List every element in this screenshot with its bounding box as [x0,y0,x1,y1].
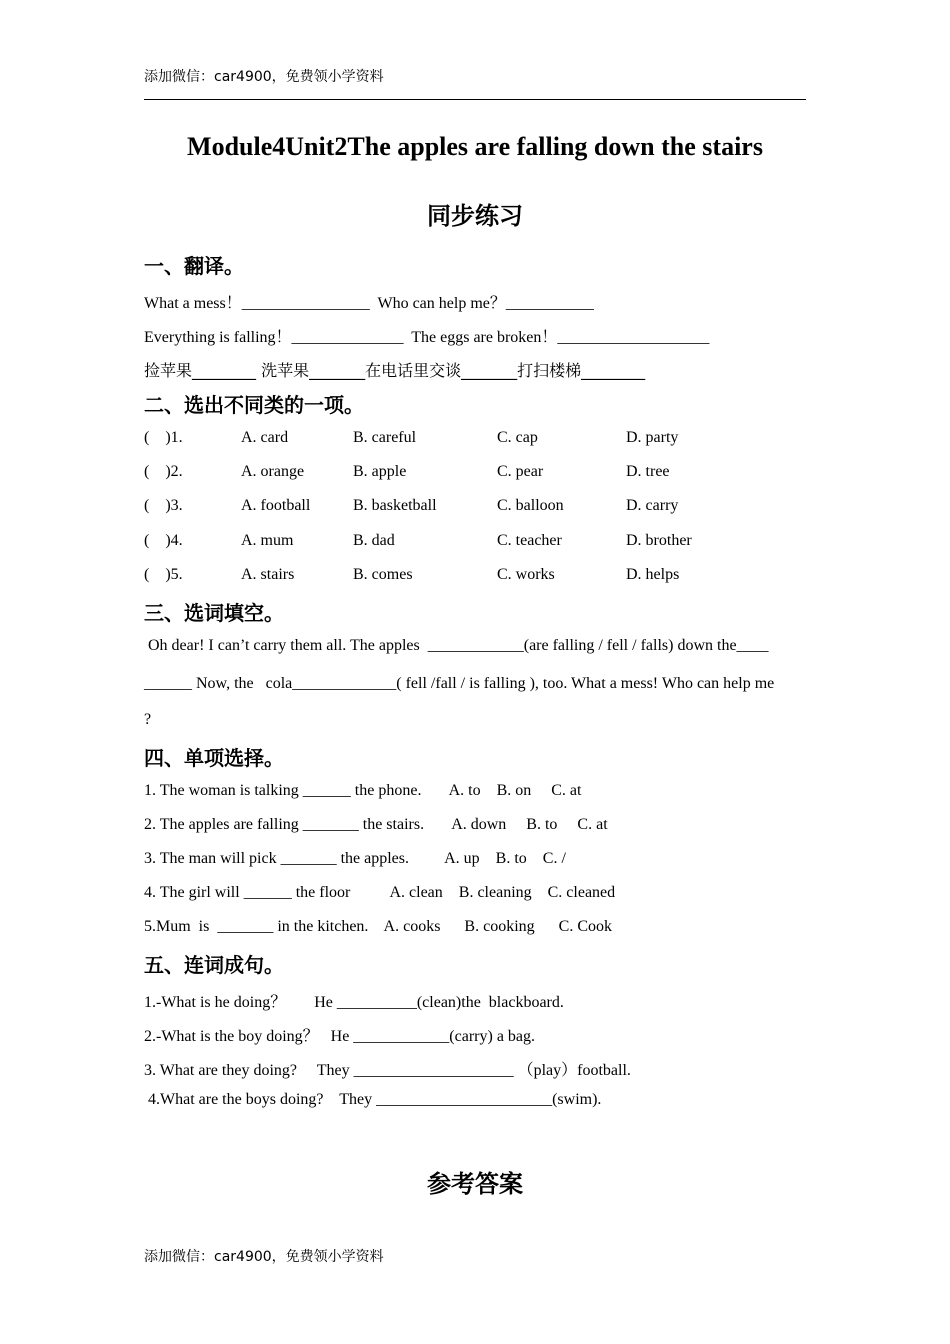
option-a: A. card [241,429,289,446]
option-d: D. party [626,429,679,446]
section4-line: 4. The girl will ______ the floor A. clean B. cleaning C. cleaned [144,884,616,901]
option-b: B. apple [353,463,407,480]
option-c: C. pear [497,463,544,480]
option-b: B. dad [353,532,395,549]
option-d: D. helps [626,566,680,583]
section5-line: 1.-What is he doing？ He __________(clean)the blackboard. [144,994,564,1011]
option-a: A. stairs [241,566,295,583]
question-number: ( )5. [144,566,183,583]
section5-line: 2.-What is the boy doing？ He ____________(carry) a bag. [144,1028,536,1045]
section1-line: Everything is falling！______________ The eggs are broken！___________________ [144,329,710,346]
question-number: ( )1. [144,429,183,446]
section2-heading: 二、选出不同类的一项。 [144,393,364,417]
section3-heading: 三、选词填空。 [144,601,284,625]
question-number: ( )2. [144,463,183,480]
option-c: C. teacher [497,532,562,549]
page-header: 添加微信：car4900，免费领小学资料 [144,69,384,85]
page-title: Module4Unit2The apples are falling down the stairs [187,132,763,161]
section4-line: 5.Mum is _______ in the kitchen. A. cooks B. cooking C. Cook [144,918,612,935]
section1-line: 捡苹果________ 洗苹果_______在电话里交谈_______打扫楼梯________ [144,361,646,380]
section5-heading: 五、连词成句。 [144,953,284,977]
option-c: C. works [497,566,555,583]
option-a: A. mum [241,532,294,549]
header-divider [144,99,806,100]
option-d: D. tree [626,463,670,480]
option-b: B. basketball [353,497,437,514]
option-b: B. careful [353,429,417,446]
page-footer: 添加微信：car4900，免费领小学资料 [144,1249,384,1265]
option-d: D. brother [626,532,692,549]
question-number: ( )4. [144,532,183,549]
section5-line: 4.What are the boys doing? They ______________________(swim). [144,1091,602,1108]
section3-line: Oh dear! I can’t carry them all. The apples ____________(are falling / fell / falls) down the____ [144,637,769,654]
section4-line: 2. The apples are falling _______ the stairs. A. down B. to C. at [144,816,608,833]
section3-line: ______ Now, the cola_____________( fell /fall / is falling ), too. What a mess! Who can help me [144,675,775,692]
option-b: B. comes [353,566,413,583]
question-number: ( )3. [144,497,183,514]
section4-line: 1. The woman is talking ______ the phone. A. to B. on C. at [144,782,582,799]
section4-heading: 四、单项选择。 [144,746,284,770]
section1-line: What a mess！________________ Who can help me？___________ [144,295,594,312]
option-c: C. cap [497,429,538,446]
section1-heading: 一、翻译。 [144,254,244,278]
section5-line: 3. What are they doing? They ____________________ （play）football. [144,1062,631,1079]
section4-line: 3. The man will pick _______ the apples. A. up B. to C. / [144,850,566,867]
section3-line: ? [144,711,152,728]
page-subtitle: 同步练习 [427,202,523,230]
option-c: C. balloon [497,497,564,514]
option-a: A. orange [241,463,305,480]
option-d: D. carry [626,497,679,514]
answers-heading: 参考答案 [427,1170,523,1198]
option-a: A. football [241,497,311,514]
